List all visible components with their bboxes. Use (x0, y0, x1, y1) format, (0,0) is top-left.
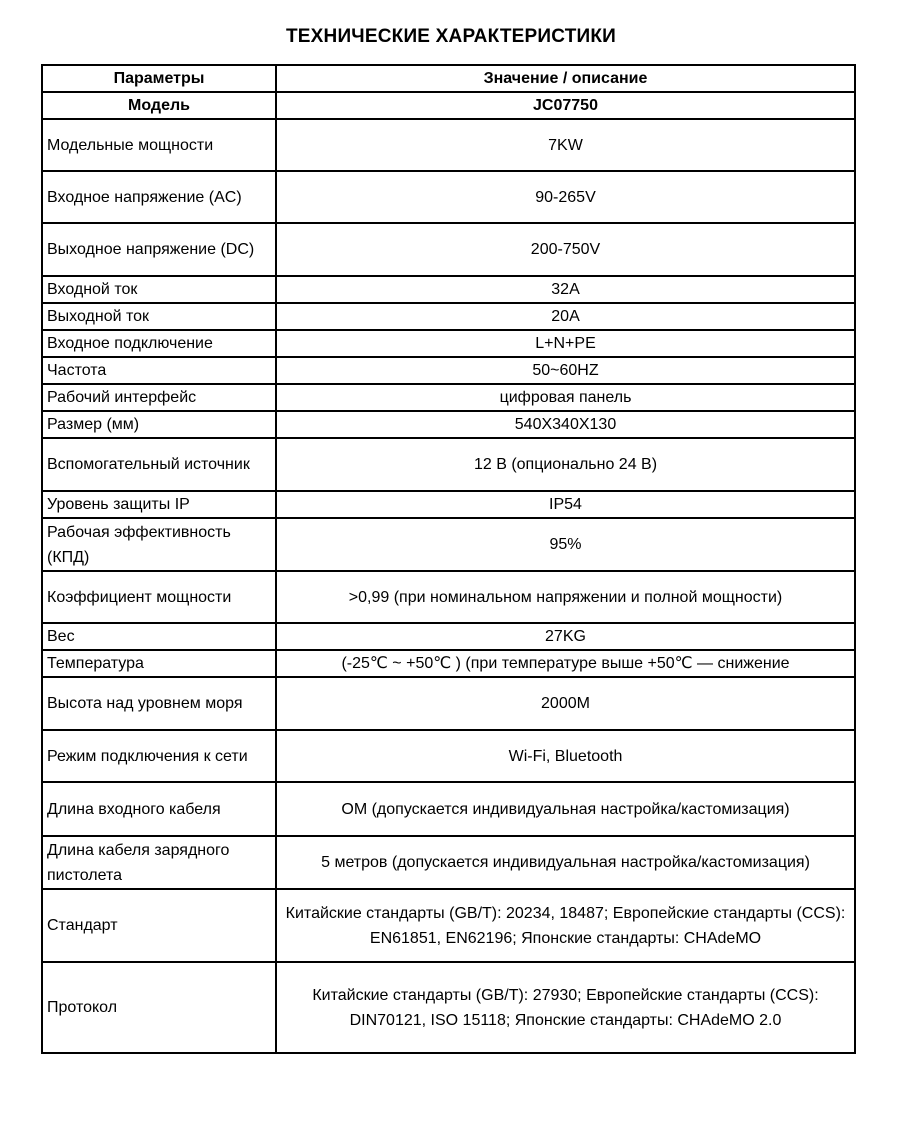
header-param: Параметры (42, 65, 276, 92)
table-row (42, 119, 855, 171)
value-cell: IP54 (276, 491, 855, 518)
value-cell: Китайские стандарты (GB/T): 27930; Европейские стандарты (CCS): DIN70121, ISO 15118; Японские стандарты: CHAdeMO 2.0 (276, 962, 855, 1053)
table-row (42, 677, 855, 730)
model-value: JC07750 (276, 92, 855, 119)
table-row (42, 491, 855, 518)
param-cell: Рабочая эффективность (КПД) (42, 518, 276, 571)
param-cell: Стандарт (42, 889, 276, 962)
value-cell: 32A (276, 276, 855, 303)
param-cell: Высота над уровнем моря (42, 677, 276, 730)
table-row (42, 571, 855, 623)
param-cell: Коэффициент мощности (42, 571, 276, 623)
param-cell: Температура (42, 650, 276, 677)
param-cell: Режим подключения к сети (42, 730, 276, 782)
value-cell: OM (допускается индивидуальная настройка/кастомизация) (276, 782, 855, 836)
param-cell: Размер (мм) (42, 411, 276, 438)
table-row (42, 384, 855, 411)
value-cell: Китайские стандарты (GB/T): 20234, 18487; Европейские стандарты (CCS): EN61851, EN62196; Японские стандарты: CHAdeMO (276, 889, 855, 962)
param-cell: Протокол (42, 962, 276, 1053)
header-value: Значение / описание (276, 65, 855, 92)
value-cell: 27KG (276, 623, 855, 650)
spec-table (41, 64, 856, 1054)
value-cell: 540X340X130 (276, 411, 855, 438)
table-row (42, 171, 855, 223)
value-cell: 50~60HZ (276, 357, 855, 384)
model-row (42, 92, 855, 119)
param-cell: Рабочий интерфейс (42, 384, 276, 411)
value-cell: 2000M (276, 677, 855, 730)
table-row (42, 889, 855, 962)
value-cell: 5 метров (допускается индивидуальная настройка/кастомизация) (276, 836, 855, 889)
table-row (42, 438, 855, 491)
value-cell: 95% (276, 518, 855, 571)
table-row (42, 836, 855, 889)
value-cell: Wi-Fi, Bluetooth (276, 730, 855, 782)
table-row (42, 303, 855, 330)
param-cell: Входной ток (42, 276, 276, 303)
param-cell: Вспомогательный источник (42, 438, 276, 491)
value-cell: L+N+PE (276, 330, 855, 357)
param-cell: Вес (42, 623, 276, 650)
table-row (42, 518, 855, 571)
value-cell: 12 В (опционально 24 В) (276, 438, 855, 491)
table-row (42, 730, 855, 782)
param-cell: Входное подключение (42, 330, 276, 357)
param-cell: Длина кабеля зарядного пистолета (42, 836, 276, 889)
param-cell: Частота (42, 357, 276, 384)
table-row (42, 411, 855, 438)
table-row (42, 276, 855, 303)
value-cell: (-25℃ ~ +50℃ ) (при температуре выше +50℃ — снижение (276, 650, 855, 677)
value-cell: 200-750V (276, 223, 855, 276)
table-row (42, 962, 855, 1053)
value-cell: цифровая панель (276, 384, 855, 411)
table-row (42, 782, 855, 836)
table-header-row (42, 65, 855, 92)
table-row (42, 357, 855, 384)
param-cell: Выходное напряжение (DC) (42, 223, 276, 276)
model-label: Модель (42, 92, 276, 119)
table-row (42, 223, 855, 276)
table-row (42, 623, 855, 650)
param-cell: Выходной ток (42, 303, 276, 330)
param-cell: Длина входного кабеля (42, 782, 276, 836)
table-row (42, 650, 855, 677)
param-cell: Уровень защиты IP (42, 491, 276, 518)
param-cell: Входное напряжение (AC) (42, 171, 276, 223)
page-title: ТЕХНИЧЕСКИЕ ХАРАКТЕРИСТИКИ (285, 26, 617, 47)
value-cell: 90-265V (276, 171, 855, 223)
table-row (42, 330, 855, 357)
param-cell: Модельные мощности (42, 119, 276, 171)
value-cell: 20A (276, 303, 855, 330)
value-cell: 7KW (276, 119, 855, 171)
value-cell: >0,99 (при номинальном напряжении и полной мощности) (276, 571, 855, 623)
